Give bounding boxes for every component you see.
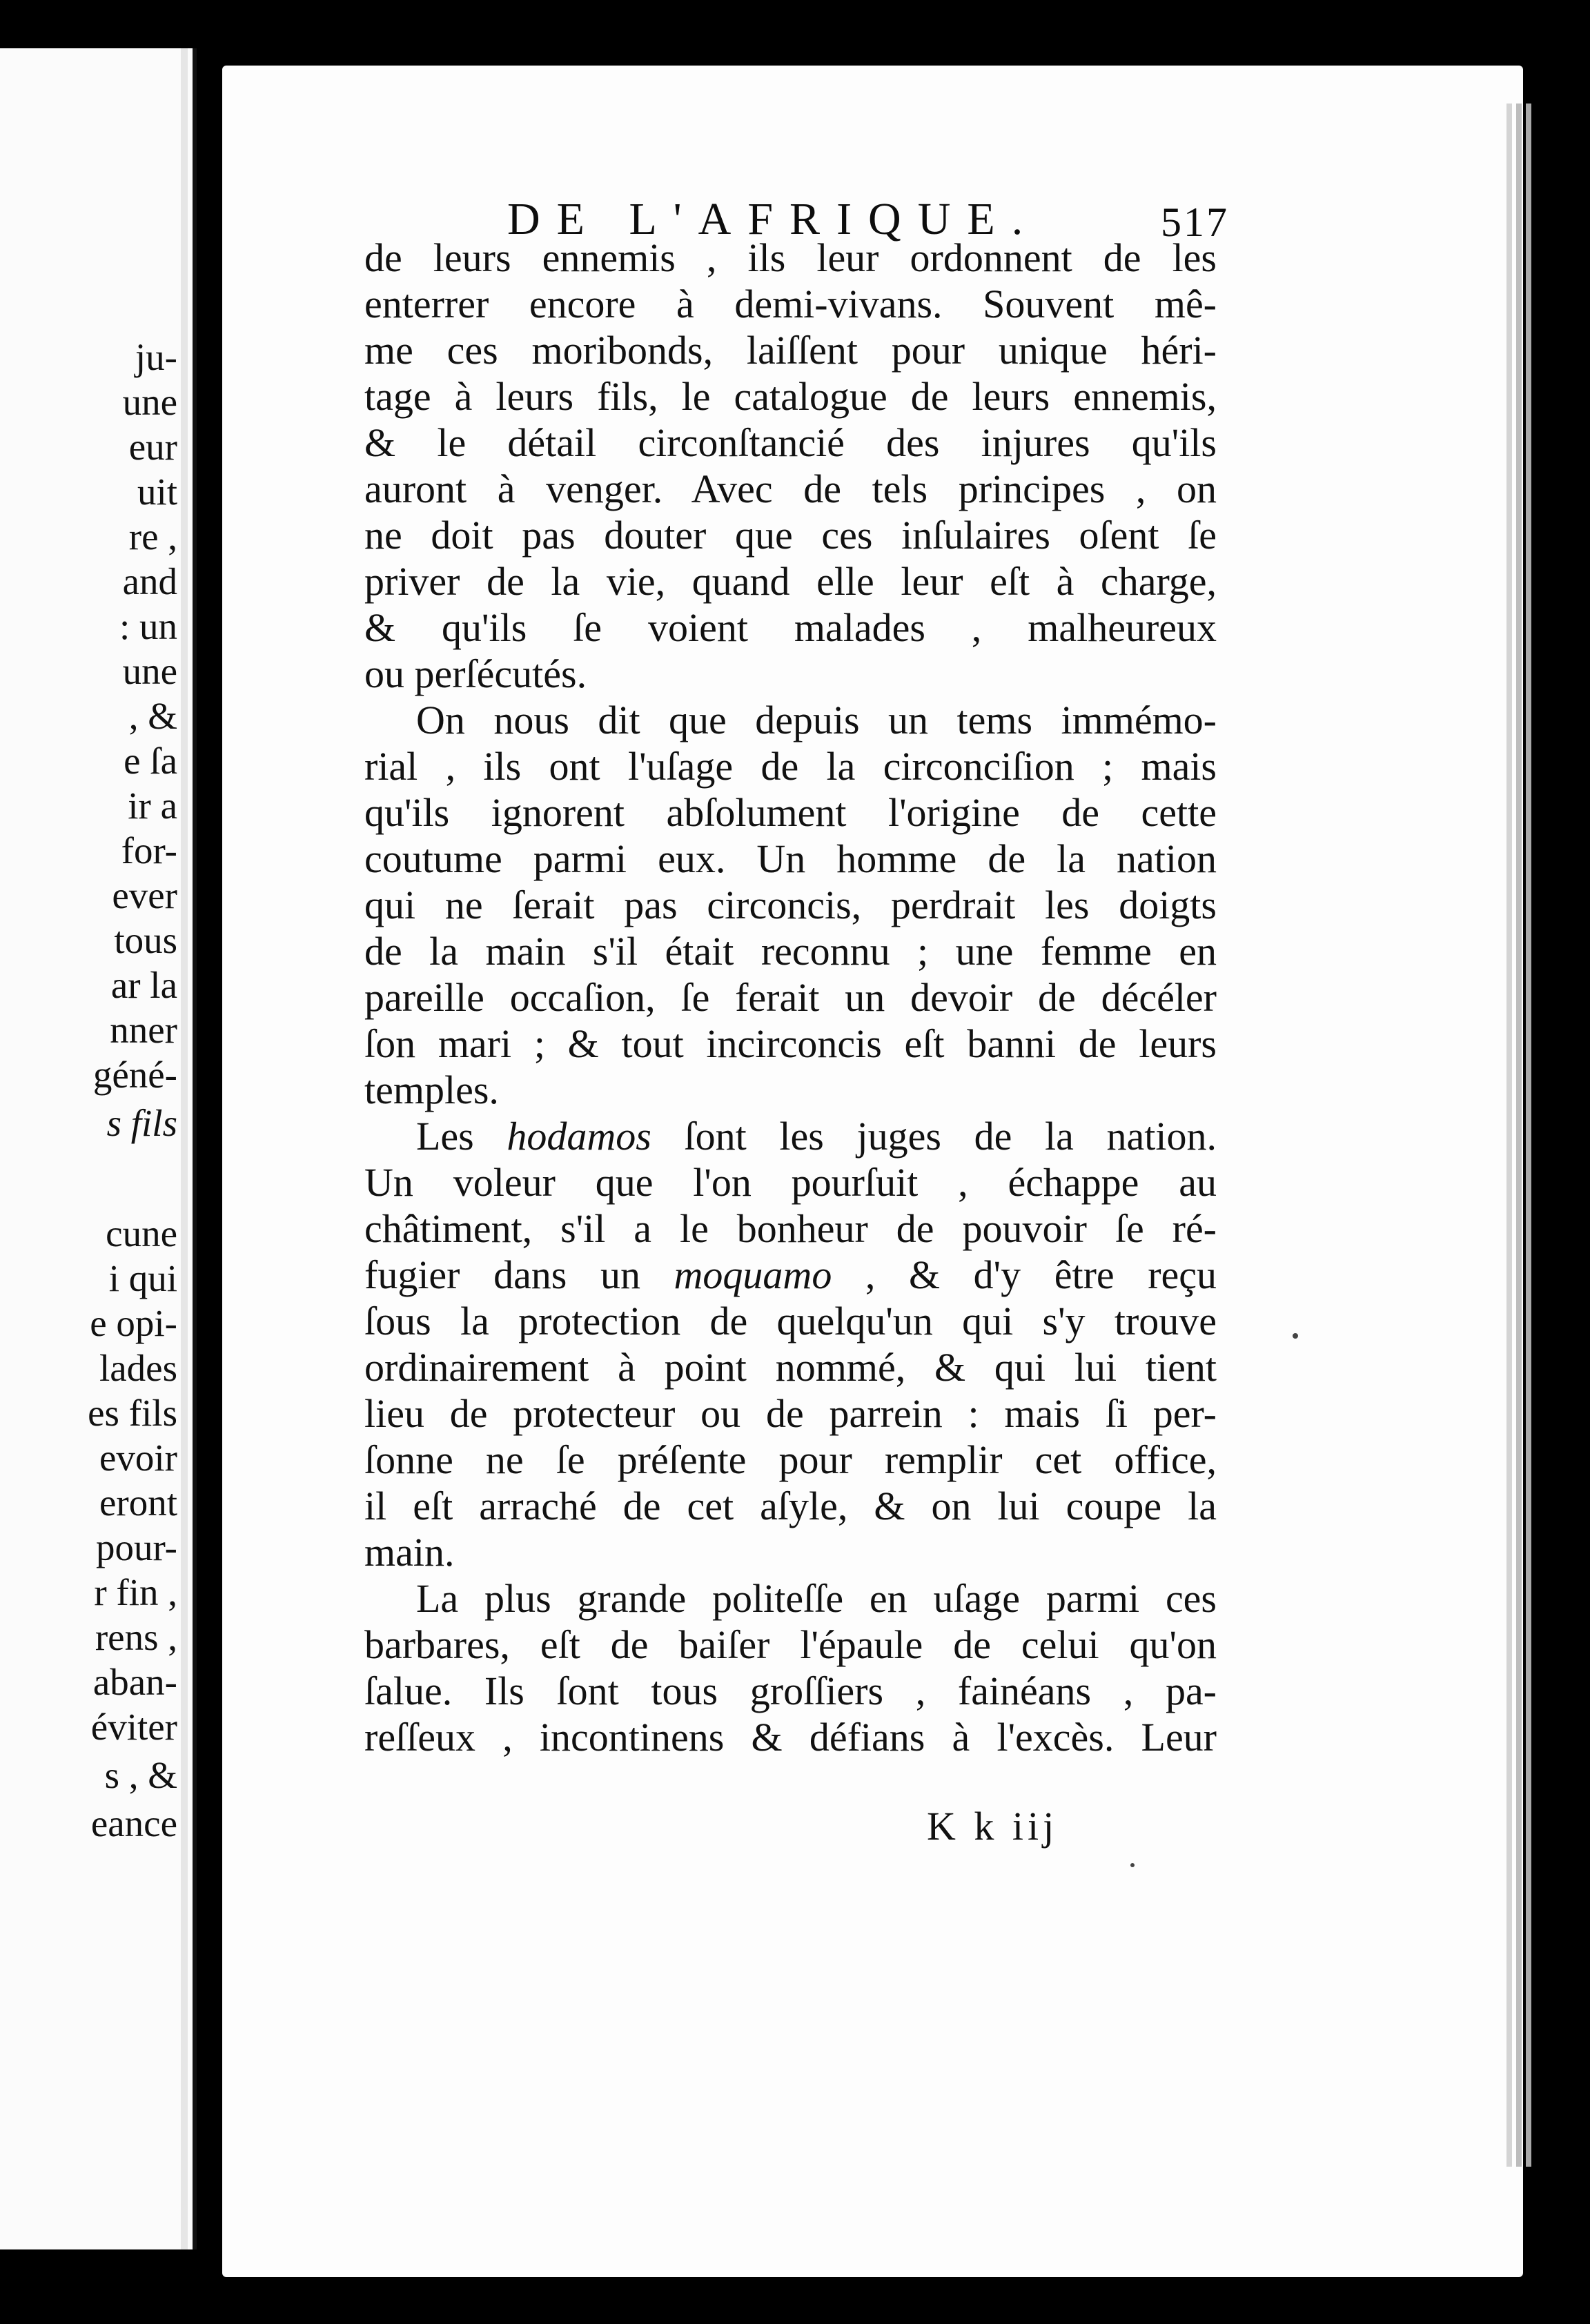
text-line: main. [364,1530,455,1575]
left-page-line: nner [110,1009,177,1051]
left-page-line: une [122,381,177,423]
text-line: ſous la protection de quelqu'un qui s'y trouve [364,1299,1217,1343]
left-page-line: re , [128,515,177,558]
text-line: il eſt arraché de cet aſyle, & on lui coupe la [364,1484,1217,1528]
text-line: reſſeux , incontinens & défians à l'excès. Leur [364,1715,1217,1760]
text-line: tage à leurs fils, le catalogue de leurs ennemis, [364,374,1217,419]
left-page-line: and [122,560,177,602]
text-line: ſalue. Ils ſont tous groſſiers , fainéans , pa- [364,1668,1217,1713]
left-page-line: pour- [95,1526,177,1568]
left-page-line: uit [137,471,177,513]
left-page-fragment [0,48,197,2249]
body-text [364,235,1217,1760]
page-edge [1516,104,1522,2167]
text-line: enterrer encore à demi-vivans. Souvent mê- [364,282,1217,326]
text-line: temples. [364,1067,499,1112]
left-page-line: e ſa [124,740,177,782]
text-line: de leurs ennemis , ils leur ordonnent de les [364,235,1217,280]
text-line: ne doit pas douter que ces inſulaires oſent ſe [364,513,1217,558]
signature-mark: K k iij [927,1804,1059,1849]
left-page-line: cune [106,1212,177,1254]
text-line [364,1113,1217,1159]
page-edge [1506,104,1512,2167]
left-page-line: for- [121,829,177,872]
text-line: châtiment, s'il a le bonheur de pouvoir ſe ré- [364,1206,1217,1251]
left-page-line: ever [112,874,177,916]
text-segment: fugier dans un [364,1252,674,1297]
text-line: lieu de protecteur ou de parrein : mais ſi per- [364,1391,1217,1436]
left-page-line: es fils [88,1392,177,1434]
left-page-line: e opi- [90,1302,177,1344]
text-line: pareille occaſion, ſe ferait un devoir de décéler [364,975,1217,1020]
left-page-line: une [122,650,177,692]
text-line: ou perſécutés. [364,651,587,696]
text-line: coutume parmi eux. Un homme de la nation [364,836,1217,881]
left-page-line: ar la [110,964,177,1006]
text-line: rial , ils ont l'uſage de la circonciſion ; mais [364,744,1217,789]
left-page-line: i qui [108,1257,177,1299]
left-page-line: ir a [128,785,177,827]
text-segment: , & d'y être reçu [832,1252,1217,1297]
text-line: priver de la vie, quand elle leur eſt à charge, [364,559,1217,604]
page-number: 517 [1161,199,1229,245]
left-page-line: géné- [92,1054,177,1096]
left-page-gutter [181,48,188,2249]
italic-term: hodamos [507,1114,651,1159]
running-head: DE L'AFRIQUE. [507,194,1040,244]
left-page-line: tous [114,919,177,961]
text-line: de la main s'il était reconnu ; une femme en [364,929,1217,974]
text-segment: ſont les juges de la nation. [651,1114,1217,1159]
text-line: ſonne ne ſe préſente pour remplir cet office, [364,1437,1217,1482]
text-line: qui ne ſerait pas circoncis, perdrait les doigts [364,883,1217,927]
italic-term: moquamo [674,1252,832,1297]
text-line: ſon mari ; & tout incirconcis eſt banni de leurs [364,1021,1217,1066]
left-page-line: ju- [135,336,177,378]
left-page-line: s , & [104,1754,177,1796]
left-page-line: evoir [99,1437,177,1479]
left-page-line: aban- [92,1661,177,1703]
text-line: qu'ils ignorent abſolument l'origine de cette [364,790,1217,835]
left-page-line: , & [128,695,177,737]
left-page-line: r fin , [94,1571,177,1613]
text-line: & qu'ils ſe voient malades , malheureux [364,605,1217,650]
left-page-line: éviter [90,1706,177,1748]
left-page-line: lades [99,1347,177,1389]
left-page-line: eront [99,1481,177,1524]
left-page-line: s fils [106,1102,177,1144]
text-line: Un voleur que l'on pourſuit , échappe au [364,1160,1217,1205]
text-line: auront à venger. Avec de tels principes , on [364,466,1217,511]
left-page-line: rens , [95,1616,177,1658]
text-line: ordinairement à point nommé, & qui lui tient [364,1345,1217,1390]
text-line: On nous dit que depuis un tems immémo- [416,698,1217,742]
text-segment: Les [416,1114,507,1159]
text-line: barbares, eſt de baiſer l'épaule de celui qu'on [364,1622,1217,1667]
page-edge [1526,104,1531,2167]
left-page-line: eance [90,1802,177,1844]
ink-speck [1130,1863,1135,1867]
left-page-line: eur [128,426,177,468]
text-line: & le détail circonſtancié des injures qu'ils [364,420,1217,465]
text-line: La plus grande politeſſe en uſage parmi ces [416,1576,1217,1621]
left-page-line: : un [119,605,177,647]
ink-speck [1293,1333,1298,1339]
text-line: me ces moribonds, laiſſent pour unique héri- [364,328,1217,373]
text-line [364,1252,1217,1298]
